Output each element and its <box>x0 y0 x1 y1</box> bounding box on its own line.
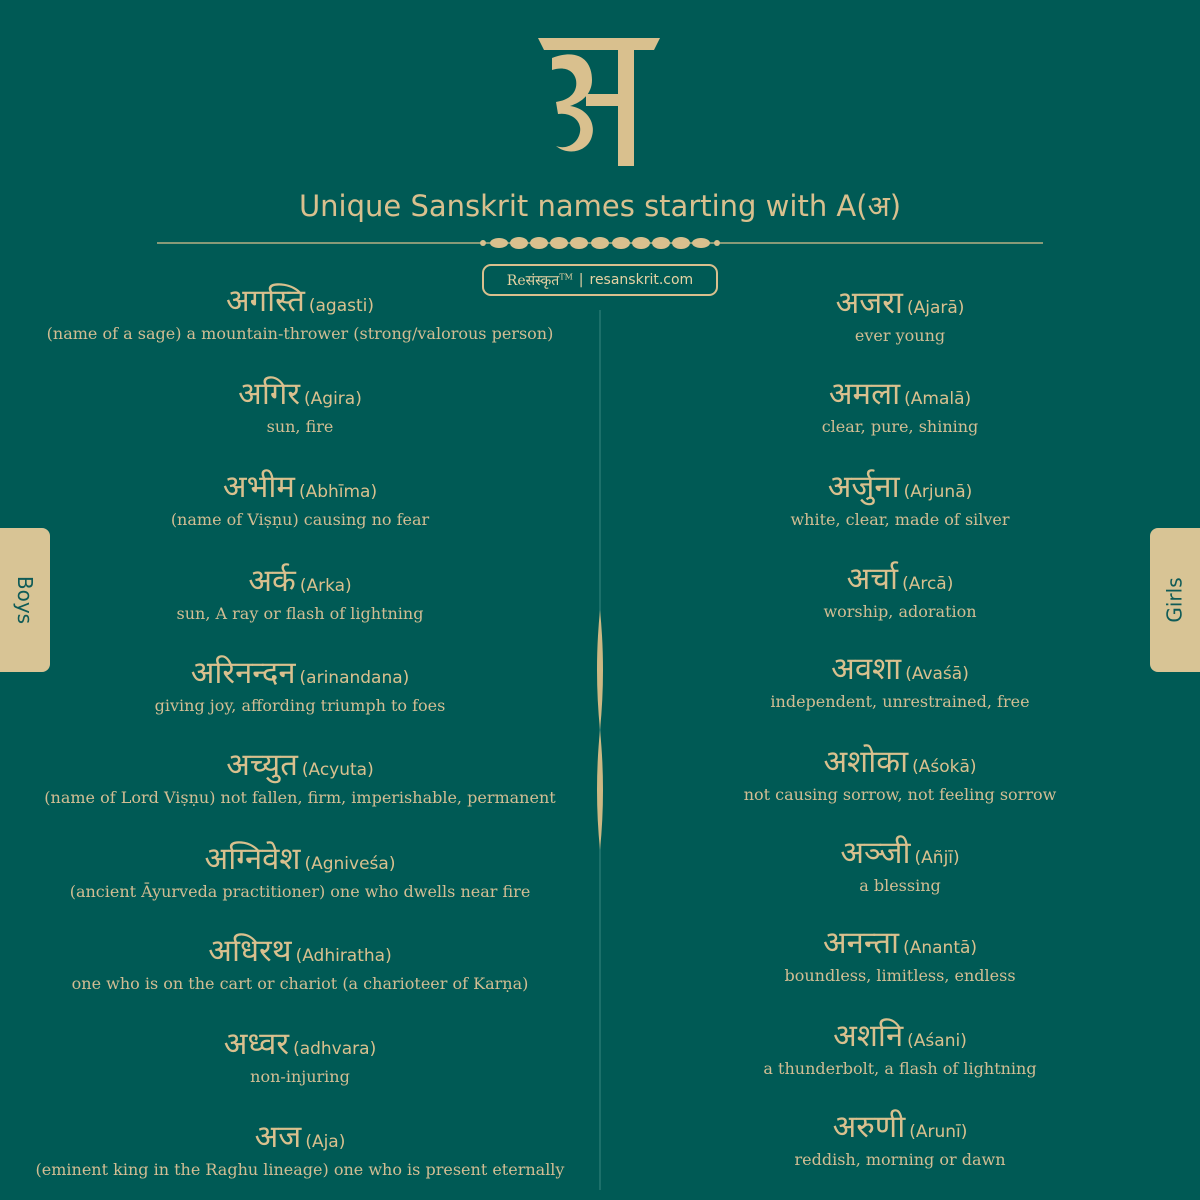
boys-tab-label: Boys <box>13 575 37 625</box>
name-meaning: (name of Lord Viṣṇu) not fallen, firm, imperishable, permanent <box>44 788 556 807</box>
boys-name-entry <box>0 1117 600 1181</box>
boys-name-entry <box>0 745 600 809</box>
name-meaning: sun, fire <box>266 417 334 436</box>
girls-name-entry <box>600 742 1200 806</box>
name-meaning: clear, pure, shining <box>821 417 979 436</box>
brand-url[interactable]: resanskrit.com <box>589 272 694 288</box>
transliteration: (Anantā) <box>903 938 978 958</box>
name-meaning: not causing sorrow, not feeling sorrow <box>743 785 1057 804</box>
transliteration: (Abhīma) <box>298 482 378 502</box>
devanagari-name: अधिरथ <box>208 933 292 969</box>
devanagari-name: अगस्ति <box>225 283 305 319</box>
a-letter-logo-icon <box>530 28 670 168</box>
transliteration: (Agira) <box>304 389 362 409</box>
transliteration: (Añjī) <box>914 848 960 868</box>
name-meaning: a blessing <box>859 876 941 895</box>
brand-logo-text: Reसंस्कृत™ <box>506 271 573 289</box>
girls-name-entry <box>600 559 1200 623</box>
name-meaning: white, clear, made of silver <box>790 510 1010 529</box>
transliteration: (Agniveśa) <box>304 854 396 874</box>
boys-name-entry <box>0 653 600 717</box>
devanagari-name: अध्वर <box>223 1026 290 1062</box>
transliteration: (Avaśā) <box>905 664 969 684</box>
name-meaning: (eminent king in the Raghu lineage) one who is present eternally <box>35 1160 565 1179</box>
devanagari-name: अरिनन्दन <box>190 655 296 691</box>
name-meaning: independent, unrestrained, free <box>770 692 1030 711</box>
transliteration: (adhvara) <box>293 1039 377 1059</box>
name-meaning: reddish, morning or dawn <box>794 1150 1006 1169</box>
girls-name-entry <box>600 833 1200 897</box>
devanagari-name: अज <box>254 1119 302 1155</box>
devanagari-name: अशनि <box>833 1018 904 1054</box>
transliteration: (Arka) <box>299 576 352 596</box>
girls-name-entry <box>600 283 1200 347</box>
transliteration: (arinandana) <box>299 668 410 688</box>
devanagari-name: अवशा <box>831 651 902 687</box>
name-meaning: a thunderbolt, a flash of lightning <box>763 1059 1037 1078</box>
girls-name-entry <box>600 649 1200 713</box>
transliteration: (Arjunā) <box>903 482 973 502</box>
name-meaning: sun, A ray or flash of lightning <box>176 604 424 623</box>
transliteration: (Aja) <box>305 1132 346 1152</box>
name-meaning: ever young <box>854 326 946 345</box>
transliteration: (agasti) <box>308 296 375 316</box>
name-meaning: (name of Viṣṇu) causing no fear <box>170 510 430 529</box>
girls-name-entry <box>600 374 1200 438</box>
devanagari-name: अग्निवेश <box>204 841 301 877</box>
boys-name-entry <box>0 281 600 345</box>
devanagari-name: अर्चा <box>846 561 899 597</box>
devanagari-name: अजरा <box>835 285 903 321</box>
boys-name-entry <box>0 839 600 903</box>
girls-name-entry <box>600 923 1200 987</box>
name-meaning: giving joy, affording triumph to foes <box>154 696 446 715</box>
transliteration: (Acyuta) <box>301 760 374 780</box>
girls-tab-label: Girls <box>1162 577 1187 623</box>
boys-name-entry <box>0 1024 600 1088</box>
boys-name-entry <box>0 374 600 438</box>
name-meaning: (ancient Āyurveda practitioner) one who dwells near fire <box>69 882 531 901</box>
page-title: Unique Sanskrit names starting with A(अ) <box>298 189 902 223</box>
name-meaning: one who is on the cart or chariot (a charioteer of Karṇa) <box>71 974 529 993</box>
boys-name-entry <box>0 561 600 625</box>
boys-name-entry <box>0 467 600 531</box>
transliteration: (Arcā) <box>902 574 954 594</box>
transliteration: (Arunī) <box>909 1122 968 1142</box>
brand-separator: | <box>578 272 584 288</box>
devanagari-name: अगिर <box>238 376 301 412</box>
devanagari-name: अञ्जी <box>840 835 911 871</box>
name-meaning: boundless, limitless, endless <box>784 966 1016 985</box>
name-meaning: non-injuring <box>250 1067 350 1086</box>
girls-name-entry <box>600 1016 1200 1080</box>
transliteration: (Ajarā) <box>906 298 965 318</box>
devanagari-name: अभीम <box>222 469 295 505</box>
devanagari-name: अमला <box>828 376 901 412</box>
name-meaning: worship, adoration <box>823 602 977 621</box>
devanagari-name: अरुणी <box>832 1109 906 1145</box>
boys-name-entry <box>0 931 600 995</box>
devanagari-name: अनन्ता <box>822 925 900 961</box>
transliteration: (Amalā) <box>904 389 972 409</box>
name-meaning: (name of a sage) a mountain-thrower (strong/valorous person) <box>46 324 554 343</box>
devanagari-name: अशोका <box>823 744 909 780</box>
devanagari-name: अच्युत <box>226 747 298 783</box>
transliteration: (Aśokā) <box>912 757 977 777</box>
devanagari-name: अर्क <box>248 563 296 599</box>
transliteration: (Aśani) <box>907 1031 967 1051</box>
ornamental-divider <box>157 232 1043 254</box>
devanagari-name: अर्जुना <box>827 469 900 505</box>
transliteration: (Adhiratha) <box>295 946 392 966</box>
girls-name-entry <box>600 1107 1200 1171</box>
girls-name-entry <box>600 467 1200 531</box>
